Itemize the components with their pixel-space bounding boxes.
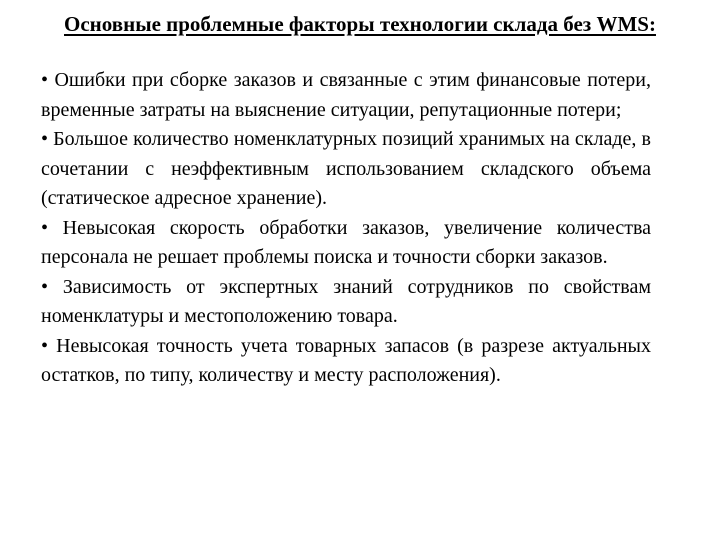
- bullet-item-3: • Невысокая скорость обработки заказов, увеличение количества персонала не решает проблемы поиска и точности сборки заказов.: [41, 216, 651, 268]
- bullet-item-2: • Большое количество номенклатурных позиций хранимых на складе, в сочетании с неэффективным использованием складского объема (статическое адресное хранение).: [41, 128, 651, 209]
- bullet-item-1: • Ошибки при сборке заказов и связанные с этим финансовые потери, временные затраты на выяснение ситуации, репутационные потери;: [41, 69, 651, 121]
- slide-title: Основные проблемные факторы технологии склада без WMS:: [64, 12, 656, 36]
- bullet-item-5: • Невысокая точность учета товарных запасов (в разрезе актуальных остатков, по типу, количеству и месту расположения).: [41, 334, 651, 386]
- bullet-item-4: • Зависимость от экспертных знаний сотрудников по свойствам номенклатуры и местоположению товара.: [41, 275, 651, 327]
- bullet-list: [41, 66, 651, 391]
